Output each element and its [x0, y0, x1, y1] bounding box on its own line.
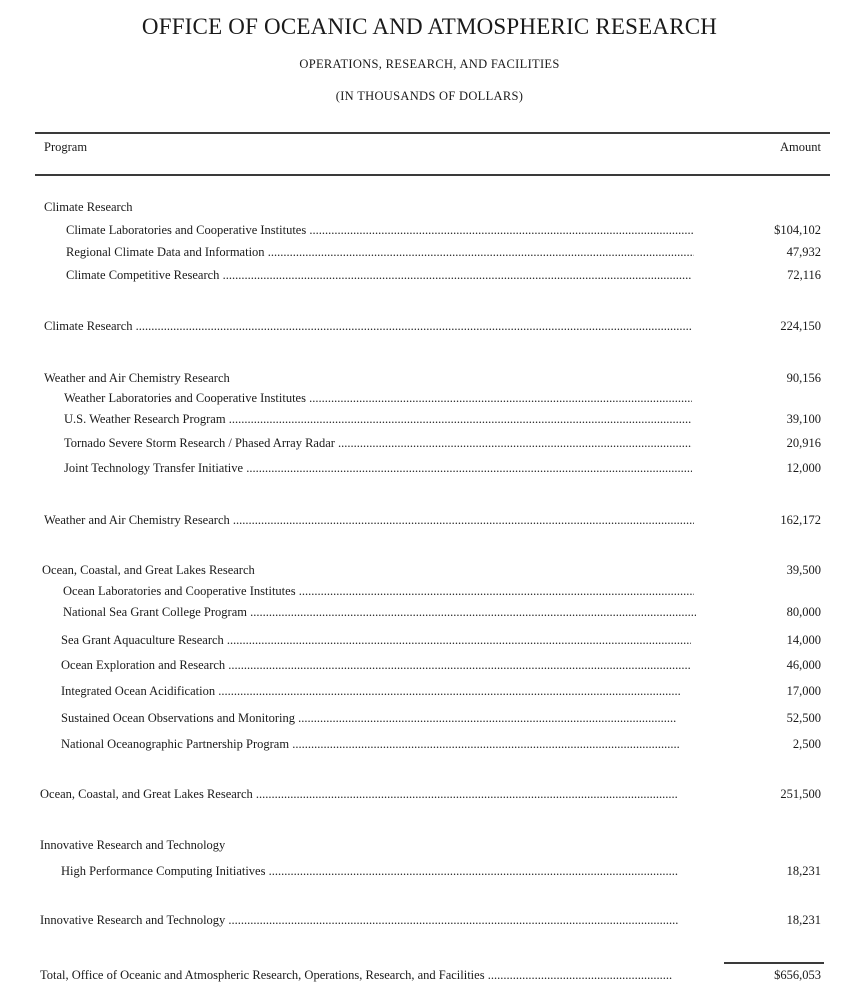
- subtotal-amount: 18,231: [786, 913, 821, 927]
- subtotal-label: Innovative Research and Technology .....: [40, 911, 678, 929]
- table-row: [0, 709, 859, 727]
- row-label: Ocean Laboratories and Cooperative Institutes .....: [63, 582, 694, 600]
- row-amount: 39,500: [786, 563, 821, 577]
- table-row: [0, 561, 859, 579]
- row-amount: $104,102: [774, 223, 821, 237]
- row-label: Joint Technology Transfer Initiative .....: [64, 459, 692, 477]
- subtotal-label: Ocean, Coastal, and Great Lakes Research .....: [40, 785, 678, 803]
- table-row: [0, 266, 859, 284]
- row-amount: 52,500: [786, 711, 821, 725]
- table-row: [0, 389, 859, 407]
- row-amount: 20,916: [786, 436, 821, 450]
- subtotal-amount: 162,172: [780, 513, 821, 527]
- table-row: [0, 785, 859, 803]
- row-amount: 46,000: [786, 658, 821, 672]
- total-label: Total, Office of Oceanic and Atmospheric Research, Operations, Research, and Facilities .....: [40, 966, 672, 984]
- total-amount: $656,053: [774, 968, 821, 982]
- row-amount: 90,156: [786, 371, 821, 385]
- row-amount: 17,000: [786, 684, 821, 698]
- row-label: Ocean Exploration and Research .....: [61, 656, 691, 674]
- section-heading: Innovative Research and Technology: [40, 838, 226, 852]
- row-label: Regional Climate Data and Information .....: [66, 243, 694, 261]
- row-label: Sustained Ocean Observations and Monitoring .....: [61, 709, 677, 727]
- subtotal-label: Climate Research .....: [44, 317, 692, 335]
- table-row: [0, 511, 859, 529]
- row-label: Integrated Ocean Acidification .....: [61, 682, 681, 700]
- row-label: National Oceanographic Partnership Program .....: [61, 735, 679, 753]
- total-rule: [724, 962, 824, 964]
- row-label: Climate Competitive Research .....: [66, 266, 692, 284]
- table-row: [0, 369, 859, 387]
- row-amount: 80,000: [786, 605, 821, 619]
- table-row: [0, 603, 859, 621]
- table-row: [0, 735, 859, 753]
- row-amount: 72,116: [787, 268, 821, 282]
- row-amount: 18,231: [786, 864, 821, 878]
- page-subtitle: OPERATIONS, RESEARCH, AND FACILITIES: [299, 57, 560, 71]
- table-row: [0, 410, 859, 428]
- table-row: [0, 221, 859, 239]
- row-label: Climate Laboratories and Cooperative Institutes .....: [66, 221, 694, 239]
- table-top-rule: [35, 132, 830, 134]
- table-row: [0, 862, 859, 880]
- table-row: [0, 582, 859, 600]
- table-row: [0, 459, 859, 477]
- table-row: [0, 434, 859, 452]
- row-label: National Sea Grant College Program .....: [63, 603, 696, 621]
- row-amount: 39,100: [786, 412, 821, 426]
- table-row: [0, 317, 859, 335]
- page-title: OFFICE OF OCEANIC AND ATMOSPHERIC RESEARCH: [141, 14, 718, 39]
- table-row: [0, 682, 859, 700]
- subtotal-amount: 251,500: [780, 787, 821, 801]
- row-amount: 47,932: [786, 245, 821, 259]
- row-label: U.S. Weather Research Program .....: [64, 410, 692, 428]
- table-row: [0, 631, 859, 649]
- subtotal-label: Weather and Air Chemistry Research .....: [44, 511, 694, 529]
- total-row: [0, 966, 859, 984]
- row-label: Weather Laboratories and Cooperative Institutes .....: [64, 389, 692, 407]
- table-row: [0, 243, 859, 261]
- row-amount: 14,000: [786, 633, 821, 647]
- header-bottom-rule: [35, 174, 830, 176]
- units-note: (IN THOUSANDS OF DOLLARS): [335, 89, 524, 103]
- subtotal-amount: 224,150: [780, 319, 821, 333]
- section-heading: Climate Research: [44, 200, 133, 214]
- table-row: [0, 836, 859, 854]
- row-label: High Performance Computing Initiatives .....: [61, 862, 678, 880]
- column-header-program: Program: [44, 140, 88, 154]
- row-amount: 12,000: [786, 461, 821, 475]
- row-label: Sea Grant Aquaculture Research .....: [61, 631, 691, 649]
- column-header-amount: Amount: [780, 140, 821, 154]
- section-heading: Weather and Air Chemistry Research: [44, 371, 230, 385]
- table-row: [0, 656, 859, 674]
- row-label: Tornado Severe Storm Research / Phased Array Radar .....: [64, 434, 692, 452]
- section-heading: Ocean, Coastal, and Great Lakes Research: [42, 563, 255, 577]
- table-row: [0, 911, 859, 929]
- table-row: [0, 198, 859, 216]
- row-amount: 2,500: [792, 737, 821, 751]
